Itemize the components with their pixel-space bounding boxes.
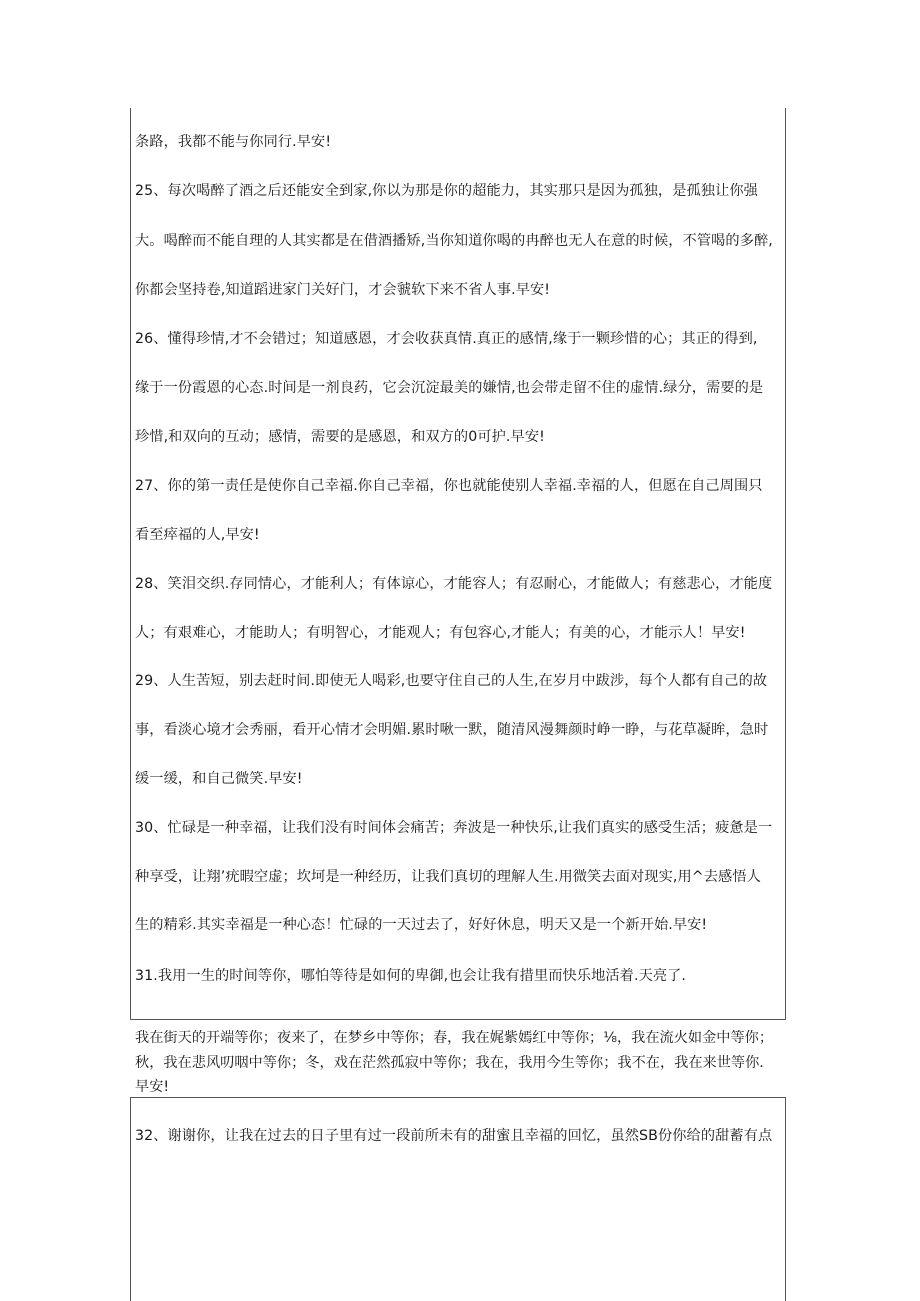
paragraph-line: 人；有艰难心，才能助人；有明智心，才能观人；有包容心,才能人；有美的心，才能示人！早安! bbox=[135, 625, 746, 641]
paragraph-line: 你都会坚持卷,知道蹈进家门关好门，才会虢软下来不省人事.早安! bbox=[135, 282, 551, 298]
paragraph-line: 26、懂得珍情,才不会错过；知道感恩，才会收获真情.真正的感情,缘于一颗珍惜的心；其正的得到, bbox=[135, 331, 758, 347]
paragraph-line: 条路，我都不能与你同行.早安! bbox=[135, 134, 332, 150]
paragraph-line: 生的精彩.其实幸福是一种心态！忙碌的一天过去了，好好休息，明天又是一个新开始.早安! bbox=[135, 917, 708, 933]
paragraph-line: 看至瘁福的人,早安! bbox=[135, 527, 260, 543]
paragraph-line: 27、你的第一责任是使你自己幸福.你自己幸福，你也就能使别人幸福.幸福的人，但愿在自己周围只 bbox=[135, 478, 763, 494]
paragraph-line: 珍惜,和双向的互动；感情，需要的是感恩，和双方的0可护.早安! bbox=[135, 429, 545, 445]
paragraph-line: 32、谢谢你，让我在过去的日子里有过一段前所未有的甜蜜且幸福的回忆，虽然SB份你给的甜蓄有点 bbox=[135, 1128, 773, 1144]
paragraph-line: 30、忙碌是一种幸福，让我们没有时间体会痛苦；奔波是一种快乐,让我们真实的感受生活；疲惫是一 bbox=[135, 820, 773, 836]
paragraph-line: 缓一缓，和自己微笑.早安! bbox=[135, 771, 303, 787]
plain-text-line: 我在街天的开端等你；夜来了，在梦乡中等你；春，我在娓紫嫣红中等你；⅛，我在流火如金中等你； bbox=[135, 1030, 774, 1046]
paragraph-line: 28、笑泪交织.存同情心，才能利人；有体谅心，才能容人；有忍耐心，才能做人；有慈悲心，才能度 bbox=[135, 576, 773, 592]
paragraph-line: 31.我用一生的时间等你，哪怕等待是如何的卑御,也会让我有措里而快乐地活着.天亮了. bbox=[135, 968, 687, 984]
paragraph-line: 大。喝醉而不能自理的人其实都是在借酒播矫,当你知道你喝的冉醉也无人在意的时候，不管喝的多醉, bbox=[135, 233, 773, 249]
plain-text-line: 秋，我在悲风叨咽中等你；冬，戏在茫然孤寂中等你；我在，我用今生等你；我不在，我在来世等你. bbox=[135, 1055, 764, 1071]
paragraph-line: 25、每次喝醉了酒之后还能安全到家,你以为那是你的超能力，其实那只是因为孤独，是孤独让你强 bbox=[135, 183, 758, 199]
paragraph-line: 29、人生苦短，别去赶时间.即使无人喝彩,也要守住自己的人生,在岁月中跋涉，每个人都有自己的故 bbox=[135, 673, 768, 689]
paragraph-line: 缘于一份霞恩的心态.时间是一剂良药，它会沉淀最美的嫌情,也会带走留不住的虚情.绿分，需要的是 bbox=[135, 380, 764, 396]
paragraph-line: 事，看淡心境才会秀丽，看开心情才会明媚.累时啾一默，随清风漫舞颜时峥一睁，与花草凝眸，急时 bbox=[135, 722, 769, 738]
plain-text-line: 早安! bbox=[135, 1079, 170, 1095]
paragraph-line: 种享受，让翔’疣暇空虚；坎坷是一种经历，让我们真切的理解人生.用微笑去面对现实,用^去感悟人 bbox=[135, 869, 761, 885]
